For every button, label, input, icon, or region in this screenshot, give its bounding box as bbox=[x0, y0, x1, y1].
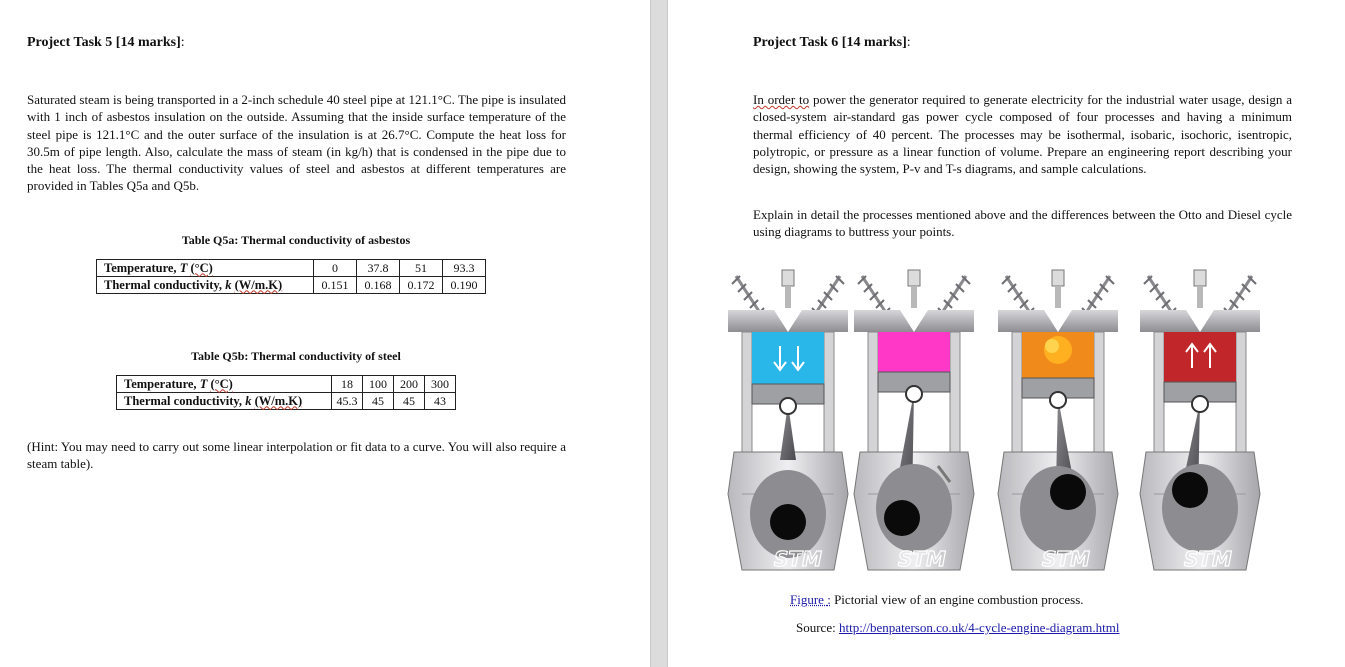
table-q5a-conductivity-label: Thermal conductivity, k (W/m.K) bbox=[97, 277, 314, 294]
task6-paragraph-2: Explain in detail the processes mentioned above and the differences between the Otto and Diesel cycle using diagrams to buttress your points. bbox=[753, 207, 1292, 240]
table-cell: 0.168 bbox=[357, 277, 400, 294]
task6-paragraph-1-lead: In order to bbox=[753, 92, 810, 107]
figure-caption-separator[interactable]: : bbox=[827, 592, 831, 607]
table-q5b-caption: Table Q5b: Thermal conductivity of steel bbox=[191, 349, 401, 363]
task5-heading-colon: : bbox=[180, 35, 185, 50]
table-cell: 45 bbox=[394, 393, 425, 410]
figure-caption-text: Pictorial view of an engine combustion process. bbox=[830, 592, 1084, 607]
table-cell: 43 bbox=[425, 393, 456, 410]
table-cell: 18 bbox=[332, 376, 363, 393]
page-left bbox=[0, 0, 650, 667]
table-q5a-row-temperature bbox=[97, 260, 486, 277]
task6-heading-colon: : bbox=[906, 35, 911, 50]
figure-watermark: STM bbox=[898, 547, 946, 571]
table-q5b bbox=[116, 375, 456, 410]
figure-source-link[interactable]: http://benpaterson.co.uk/4-cycle-engine-diagram.html bbox=[838, 620, 1120, 635]
task6-paragraph-1 bbox=[753, 91, 1292, 177]
task6-paragraph-1-rest: power the generator required to generate electricity for the industrial water usage, design a closed-system air-standard gas power cycle composed of four processes and having a minimum thermal efficiency of 40 percent. The processes may be isothermal, isobaric, isochoric, isentropic, polytropic, or pressure as a linear function of volume. Prepare an engineering report describing your design, showing the system, P-v and T-s diagrams, and sample calculations. bbox=[753, 92, 1293, 177]
task5-heading-title: Project Task 5 [14 marks] bbox=[27, 35, 181, 50]
table-cell: 200 bbox=[394, 376, 425, 393]
figure-watermark: STM bbox=[1184, 547, 1232, 571]
table-cell: 93.3 bbox=[443, 260, 486, 277]
page-gutter bbox=[650, 0, 668, 667]
table-cell: 0 bbox=[314, 260, 357, 277]
table-cell: 0.151 bbox=[314, 277, 357, 294]
table-cell: 300 bbox=[425, 376, 456, 393]
table-q5b-row-temperature bbox=[117, 376, 456, 393]
table-q5b-temperature-label: Temperature, T (°C) bbox=[117, 376, 332, 393]
table-q5a-temperature-label: Temperature, T (°C) bbox=[97, 260, 314, 277]
table-q5b-row-conductivity bbox=[117, 393, 456, 410]
table-cell: 100 bbox=[363, 376, 394, 393]
engine-cycle-illustration bbox=[774, 270, 1232, 582]
figure-source-label: Source: bbox=[796, 620, 839, 635]
table-q5b-conductivity-label: Thermal conductivity, k (W/m.K) bbox=[117, 393, 332, 410]
table-cell: 45.3 bbox=[332, 393, 363, 410]
task5-paragraph: Saturated steam is being transported in a 2-inch schedule 40 steel pipe at 121.1°C. The pipe is insulated with 1 inch of asbestos insulation on the outside. Assuming that the inside surface temperature of the steel pipe is 121.1°C and the outer surface of the insulation is at 26.7°C. Compute the heat loss for 30.5m of pipe length. Also, calculate the mass of steam (in kg/h) that is condensed in the pipe due to the heat loss. The thermal conductivity values of steel and asbestos at different temperatures are provided in Tables Q5a and Q5b. bbox=[27, 92, 566, 194]
table-q5a-caption: Table Q5a: Thermal conductivity of asbestos bbox=[181, 233, 411, 247]
engine-cycle-figure bbox=[774, 270, 1232, 582]
table-cell: 0.190 bbox=[443, 277, 486, 294]
table-cell: 51 bbox=[400, 260, 443, 277]
figure-caption bbox=[790, 592, 1084, 608]
task6-heading-title: Project Task 6 [14 marks] bbox=[753, 35, 907, 50]
task6-heading bbox=[753, 35, 911, 51]
table-cell: 0.172 bbox=[400, 277, 443, 294]
figure-watermark: STM bbox=[1042, 547, 1090, 571]
table-cell: 37.8 bbox=[357, 260, 400, 277]
figure-source bbox=[796, 620, 1119, 636]
table-q5a-row-conductivity bbox=[97, 277, 486, 294]
table-q5a bbox=[96, 259, 486, 294]
task5-hint: (Hint: You may need to carry out some linear interpolation or fit data to a curve. You will also require a steam table). bbox=[27, 439, 566, 472]
figure-watermark: STM bbox=[774, 547, 822, 571]
table-cell: 45 bbox=[363, 393, 394, 410]
figure-caption-label[interactable]: Figure bbox=[790, 592, 828, 607]
task5-heading bbox=[27, 35, 185, 51]
page-right bbox=[668, 0, 1345, 667]
